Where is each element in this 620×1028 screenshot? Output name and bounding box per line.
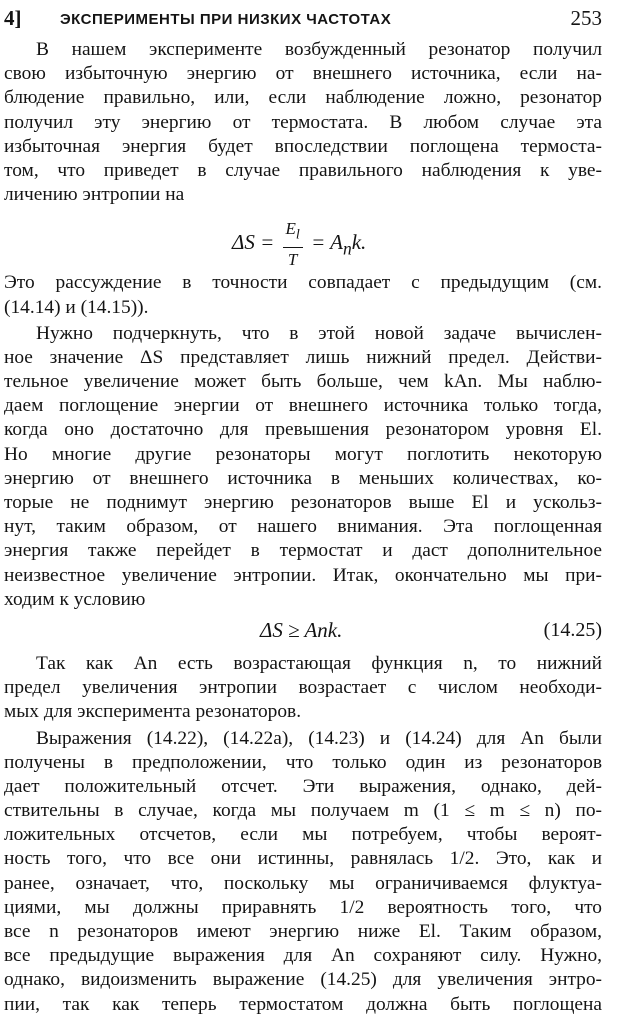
text-line: том, что приведет в случае правильного наблюдения к уве- bbox=[4, 159, 602, 181]
text-line: Нужно подчеркнуть, что в этой новой задаче вычислен- bbox=[36, 322, 602, 344]
text-line: блюдение правильно, или, если наблюдение ложно, резонатор bbox=[4, 87, 602, 109]
text-line: Это рассуждение в точности совпадает с предыдущим (см. bbox=[4, 272, 602, 294]
text-line: когда оно достаточно для превышения резонатором уровня El. bbox=[4, 419, 602, 441]
text-line: циями, мы должны приравнять 1/2 вероятность того, что bbox=[4, 896, 602, 918]
paragraph-1 bbox=[4, 38, 602, 207]
text-line: энергию от внешнего источника в меньших количествах, ко- bbox=[4, 467, 602, 489]
text-line: все n резонаторов имеют энергию ниже El. Таким образом, bbox=[4, 921, 602, 942]
text-line: (14.14) и (14.15)). bbox=[4, 296, 149, 318]
text-line: ствительны в случае, когда мы получаем m (1 ≤ m ≤ n) по- bbox=[4, 800, 602, 822]
text-line: торые не поднимут энергию резонаторов выше El и ускольз- bbox=[4, 492, 602, 513]
paragraph-5 bbox=[4, 727, 602, 1017]
running-header bbox=[4, 4, 602, 38]
formula-entropy: ΔS = $\frac{E_l}{T}$ = $A_nk$. bbox=[4, 207, 602, 271]
text-line: получены в предположении, что только один из резонаторов bbox=[4, 751, 602, 773]
text-line: свою избыточную энергию от внешнего источника, если на- bbox=[4, 63, 602, 85]
text-line: дает положительный отсчет. Эти выражения, однако, дей- bbox=[4, 775, 602, 797]
text-line: личению энтропии на bbox=[4, 184, 185, 206]
text-line: Выражения (14.22), (14.22а), (14.23) и (14.24) для An были bbox=[36, 727, 602, 749]
section-number: 4] bbox=[4, 6, 22, 30]
equation-number: (14.25) bbox=[543, 618, 602, 641]
paragraph-3 bbox=[4, 322, 602, 612]
fraction: $\frac{E_l}{T}$ bbox=[283, 217, 303, 272]
text-line: энергия также перейдет в термостат и даст дополнительное bbox=[4, 540, 602, 562]
text-line: все предыдущие выражения для An сохраняют силу. Нужно, bbox=[4, 945, 602, 967]
inequality: ΔS ≥ Ank. bbox=[260, 617, 343, 642]
paragraph-2 bbox=[4, 271, 602, 319]
formula-14-25 bbox=[4, 612, 602, 652]
chapter-title: ЭКСПЕРИМЕНТЫ ПРИ НИЗКИХ ЧАСТОТАХ bbox=[60, 11, 392, 28]
paragraph-4 bbox=[4, 652, 602, 725]
text-line: предел увеличения энтропии возрастает с числом необходи- bbox=[4, 677, 602, 699]
text-line: ное значение ΔS представляет лишь нижний предел. Действи- bbox=[4, 346, 602, 368]
text-line: Но многие другие резонаторы могут поглотить некоторую bbox=[4, 443, 602, 465]
page-number: 253 bbox=[570, 6, 602, 30]
text-line: ходим к условию bbox=[4, 588, 146, 610]
text-line: неизвестное увеличение энтропии. Итак, окончательно мы при- bbox=[4, 564, 602, 586]
text-line: мых для эксперимента резонаторов. bbox=[4, 701, 302, 723]
text-line: В нашем эксперименте возбужденный резонатор получил bbox=[36, 39, 602, 60]
text-line: избыточная энергия будет впоследствии поглощена термоста- bbox=[4, 135, 602, 157]
text-line: Так как An есть возрастающая функция n, то нижний bbox=[36, 652, 602, 674]
text-line: ранее, означает, что, поскольку мы ограничиваемся флуктуа- bbox=[4, 872, 602, 894]
text-line: ность того, что все они истинны, равнялась 1/2. Это, как и bbox=[4, 848, 602, 870]
text-line: однако, видоизменить выражение (14.25) для увеличения энтро- bbox=[4, 969, 602, 991]
text-line: получил эту энергию от термостата. В любом случае эта bbox=[4, 111, 602, 133]
text-line: даем поглощение энергии от внешнего источника только тогда, bbox=[4, 395, 602, 417]
text-line: пии, так как теперь термостатом должна быть поглощена bbox=[4, 993, 602, 1015]
text-line: ложительных отсчетов, если мы потребуем, чтобы вероят- bbox=[4, 824, 602, 846]
text-line: тельное увеличение может быть больше, чем kAn. Мы наблю- bbox=[4, 371, 602, 393]
text-line: нут, таким образом, от нашего внимания. Эта поглощенная bbox=[4, 516, 602, 538]
